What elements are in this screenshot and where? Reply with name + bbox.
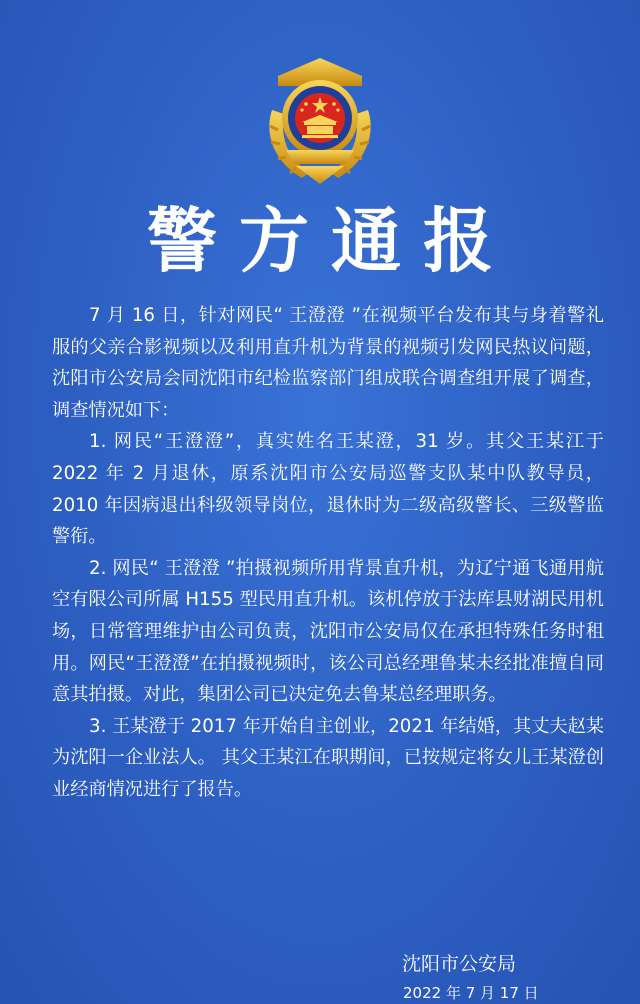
notice-body: [52, 300, 604, 806]
paragraph-item-2: 2. 网民“ 王澄澄 ”拍摄视频所用背景直升机，为辽宁通飞通用航空有限公司所属 H155 型民用直升机。该机停放于法库县财湖民用机场，日常管理维护由公司负责，沈阳市公安局仅在承担特殊任务时租用。网民“王澄澄”在拍摄视频时，该公司总经理鲁某未经批准擅自同意其拍摄。对此，集团公司已决定免去鲁某总经理职务。: [52, 557, 604, 706]
police-emblem-icon: [250, 52, 390, 192]
page-title: 警方通报: [147, 199, 515, 282]
paragraph-item-3: 3. 王某澄于 2017 年开始自主创业，2021 年结婚，其丈夫赵某为沈阳一企业法人。 其父王某江在职期间，已按规定将女儿王某澄创业经商情况进行了报告。: [52, 715, 604, 800]
paragraph-intro: 7 月 16 日，针对网民“ 王澄澄 ”在视频平台发布其与身着警礼服的父亲合影视频以及利用直升机为背景的视频引发网民热议问题，沈阳市公安局会同沈阳市纪检监察部门组成联合调查组开展了调查，调查情况如下：: [52, 305, 604, 421]
paragraph-item-1: 1. 网民“王澄澄”，真实姓名王某澄，31 岁。其父王某江于 2022 年 2 月退休，原系沈阳市公安局巡警支队某中队教导员，2010 年因病退出科级领导岗位，退休时为二级高级警长、三级警监警衔。: [52, 431, 604, 548]
signature-org: 沈阳市公安局: [402, 953, 517, 975]
signature-date: 2022 年 7 月 17 日: [403, 984, 539, 1002]
